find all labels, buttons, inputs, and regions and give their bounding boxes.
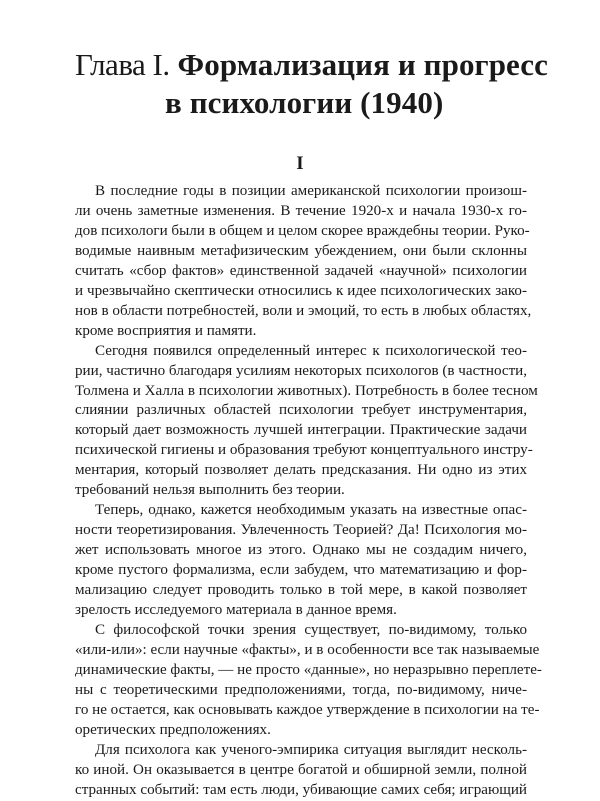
text-line: кроме пустого формализма, если забудем, что математизацию и фор-	[75, 562, 527, 579]
chapter-title	[75, 46, 575, 122]
text-line: дов психологи были в общем и целом скорее враждебны теории. Руко-	[75, 222, 530, 239]
text-line: Для психолога как ученого-эмпирика ситуация выглядит несколь-	[95, 741, 527, 758]
chapter-title-line-1	[75, 46, 575, 84]
chapter-name-part-1: Формализация и прогресс	[177, 47, 549, 82]
text-line: кроме восприятия и памяти.	[75, 322, 257, 339]
text-line: считать «сбор фактов» единственной задачей «научной» психологии	[75, 262, 527, 279]
text-line: мализацию следует проводить только в той мере, в какой позволяет	[75, 582, 527, 599]
text-line: жет использовать многое из этого. Однако мы не создадим ничего,	[75, 542, 527, 559]
text-line: В последние годы в позиции американской психологии произош-	[95, 183, 527, 199]
chapter-name-part-2: в психологии (1940)	[165, 85, 444, 120]
text-line: Толмена и Халла в психологии животных). Потребность в более тесном	[75, 382, 538, 399]
paragraph	[75, 182, 532, 342]
text-line: ко иной. Он оказывается в центре богатой и обширной земли, полной	[75, 761, 527, 778]
text-line: слиянии различных областей психологии требует инструментария,	[75, 402, 527, 419]
text-line: водимые наивным метафизическим убеждением, они были склонны	[75, 242, 527, 259]
text-line: ности теоретизирования. Увлеченность Теорией? Да! Психология мо-	[75, 522, 527, 539]
text-line: ны с теоретическими предположениями, тогда, по-видимому, ниче-	[75, 681, 527, 698]
text-line: ментария, который позволяет делать предсказания. Ни одно из этих	[75, 462, 527, 479]
text-line: и чрезвычайно скептически относились к идее психологических зако-	[75, 282, 527, 299]
chapter-label: Глава I.	[75, 47, 170, 82]
text-line: зрелость исследуемого материала в данное время.	[75, 602, 397, 619]
text-line: Теперь, однако, кажется необходимым указать на известные опас-	[95, 502, 527, 519]
text-line: оретических предположениях.	[75, 721, 271, 738]
body-text	[75, 182, 542, 801]
text-line: рии, частично благодаря усилиям некоторых психологов (в частности,	[75, 362, 528, 379]
section-number: I	[296, 153, 304, 174]
text-line: Сегодня появился определенный интерес к психологической тео-	[95, 342, 527, 359]
text-line: ли очень заметные изменения. В течение 1920-х и начала 1930-х го-	[75, 202, 527, 219]
paragraph	[75, 342, 538, 502]
text-line: который дает возможность лучшей интеграции. Практические задачи	[75, 422, 527, 439]
text-line: странных событий: там есть люди, убивающие самих себя; играющий	[75, 781, 527, 798]
text-line: требований нельзя выполнить без теории.	[75, 482, 345, 499]
text-line: С философской точки зрения существует, по-видимому, только	[95, 621, 527, 638]
text-line: нов в области потребностей, воли и эмоций, то есть в любых областях,	[75, 302, 532, 319]
text-line: го не остается, как основывать каждое утверждение в психологии на те-	[75, 701, 540, 718]
paragraph	[75, 621, 542, 741]
text-line: психической гигиены и образования требуют концептуального инстру-	[75, 442, 533, 459]
paragraph	[75, 501, 527, 621]
text-line: динамические факты, — не просто «данные», но неразрывно переплете-	[75, 661, 542, 678]
text-line: «или-или»: если научные «факты», и в особенности все так называемые	[75, 641, 540, 658]
